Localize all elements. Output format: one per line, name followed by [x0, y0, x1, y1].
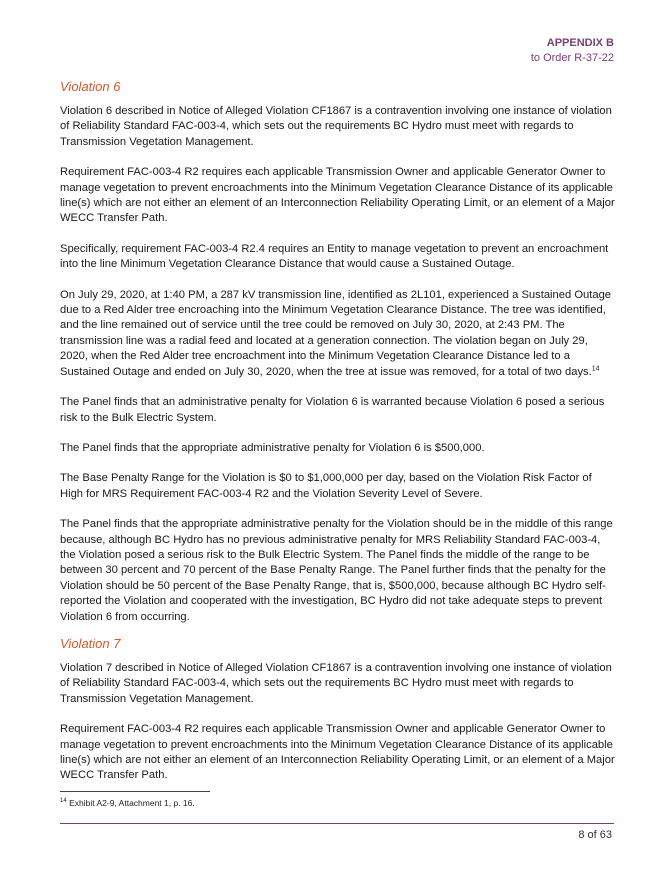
- violation-7-section: [60, 635, 616, 784]
- appendix-label: APPENDIX B: [546, 37, 614, 49]
- footnote-number: 14: [60, 798, 67, 805]
- order-reference: to Order R-37-22: [530, 52, 614, 64]
- paragraph: Violation 6 described in Notice of Alleged Violation CF1867 is a contravention involving one instance of violation of Reliability Standard FAC-003-4, which sets out the requirements BC Hydro must meet with regards to Transmission Vegetation Management.: [60, 105, 612, 148]
- paragraph: Requirement FAC-003-4 R2 requires each applicable Transmission Owner and applicable Generator Owner to manage vegetation to prevent encroachments into the Minimum Vegetation Clearance Distance of its applicable line(s) which are not either an element of an Interconnection Reliability Operating Limit, or an element of a Major WECC Transfer Path.: [60, 723, 615, 782]
- paragraph: The Base Penalty Range for the Violation is $0 to $1,000,000 per day, based on the Violation Risk Factor of High for MRS Requirement FAC-003-4 R2 and the Violation Severity Level of Severe.: [60, 472, 592, 500]
- violation-6-heading: Violation 6: [60, 79, 121, 94]
- footnote: [60, 798, 195, 808]
- paragraph-with-footnote: [60, 288, 616, 380]
- paragraph: Specifically, requirement FAC-003-4 R2.4 requires an Entity to manage vegetation to prevent an encroachment into the line Minimum Vegetation Clearance Distance that would cause a Sustained Outage.: [60, 242, 609, 271]
- paragraph: Requirement FAC-003-4 R2 requires each applicable Transmission Owner and applicable Generator Owner to manage vegetation to prevent encroachments into the Minimum Vegetation Clearance Distance of its applicable line(s) which are not either an element of an Interconnection Reliability Operating Limit, or an element of a Major WECC Transfer Path.: [60, 166, 615, 225]
- footnote-divider: [60, 791, 210, 792]
- paragraph: The Panel finds that the appropriate administrative penalty for the Violation should be in the middle of this range because, although BC Hydro has no previous administrative penalty for MRS Reliability Standard FAC-003-4, the Violation posed a serious risk to the Bulk Electric System. The Panel finds the middle of the range to be between 30 percent and 70 percent of the Base Penalty Range. The Panel further finds that the penalty for the Violation should be 50 percent of the Base Penalty Range, that is, $500,000, because although BC Hydro self-reported the Violation and cooperated with the investigation, BC Hydro did not take adequate steps to prevent Violation 6 from occurring.: [60, 518, 613, 623]
- footer-divider: [60, 823, 614, 824]
- paragraph: The Panel finds that the appropriate administrative penalty for Violation 6 is $500,000.: [60, 441, 485, 454]
- violation-6-section: [60, 78, 616, 625]
- paragraph: The Panel finds that an administrative penalty for Violation 6 is warranted because Violation 6 posed a serious risk to the Bulk Electric System.: [60, 396, 605, 424]
- page-number: 8 of 63: [578, 829, 612, 841]
- paragraph-text: On July 29, 2020, at 1:40 PM, a 287 kV transmission line, identified as 2L101, experienced a Sustained Outage due to a Red Alder tree encroaching into the Minimum Vegetation Clearance Distance. The tree was identified, and the line remained out of service until the tree could be removed on July 30, 2020, at 2:43 PM. The transmission line was a radial feed and located at a generation connection. The violation began on July 29, 2020, when the Red Alder tree encroachment into the Minimum Vegetation Clearance Distance led to a Sustained Outage and ended on July 30, 2020, when the tree at issue was removed, for a total of two days.: [60, 288, 612, 378]
- footnote-text: Exhibit A2-9, Attachment 1, p. 16.: [69, 798, 195, 808]
- footnote-reference[interactable]: 14: [591, 364, 600, 372]
- paragraph: Violation 7 described in Notice of Alleged Violation CF1867 is a contravention involving one instance of violation of Reliability Standard FAC-003-4, which sets out the requirements BC Hydro must meet with regards to Transmission Vegetation Management.: [60, 661, 612, 705]
- document-body: [60, 78, 616, 799]
- violation-7-heading: Violation 7: [60, 635, 121, 651]
- document-header: [531, 36, 614, 66]
